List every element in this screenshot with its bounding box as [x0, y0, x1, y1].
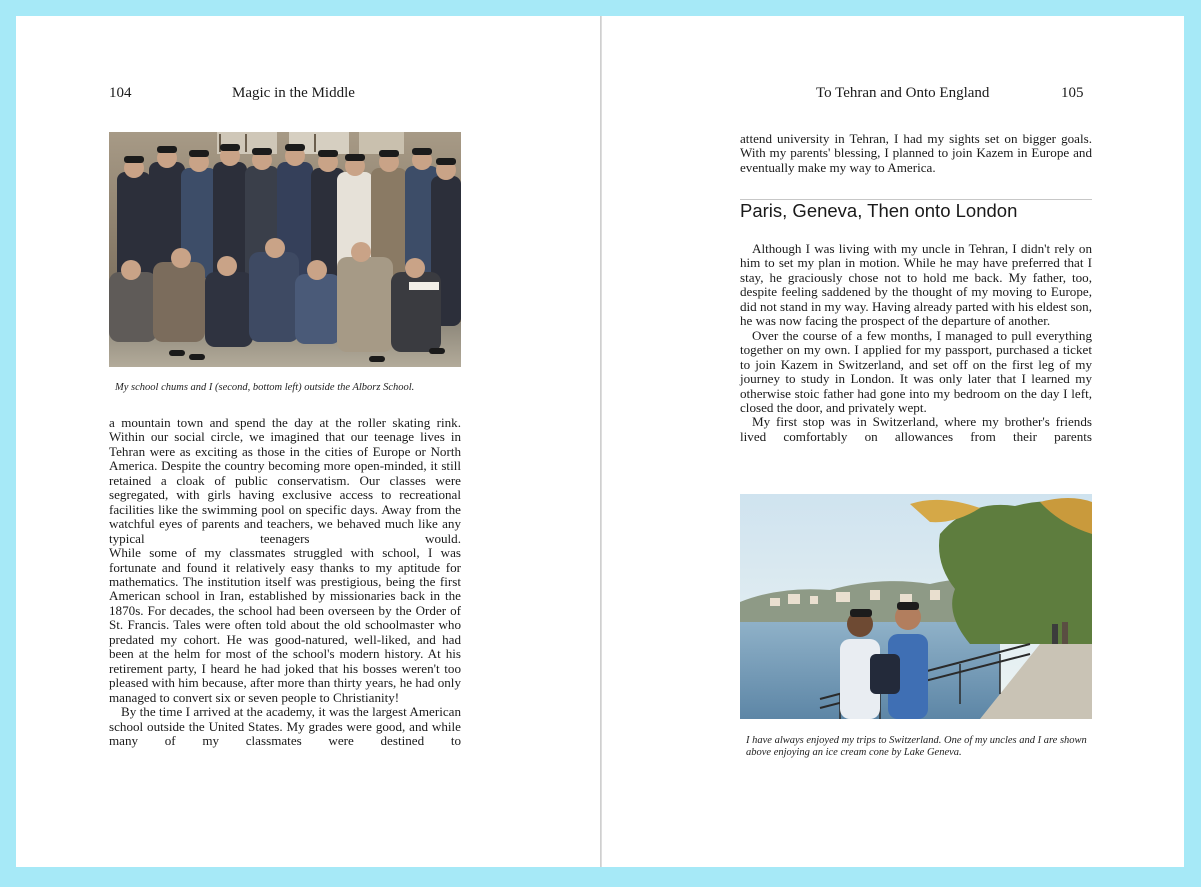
book-spread [16, 16, 1184, 867]
running-title-left: Magic in the Middle [232, 85, 355, 101]
lake-geneva-photo [740, 494, 1092, 719]
lake-geneva-image [740, 494, 1092, 719]
school-group-image [109, 132, 461, 367]
paragraph: Although I was living with my uncle in Tehran, I didn't rely on him to set my plan in motion. While he may have preferred that I stay, he graciously chose not to hold me back. My father, too, despite feeling saddened by the thought of my moving to Europe, did not stand in my way. Having already parted with his eldest son, he was now facing the prospect of the departure of another. [740, 241, 1092, 329]
paragraph: While some of my classmates struggled with school, I was fortunate and found it relatively easy thanks to my aptitude for mathematics. The institution itself was prestigious, being the first American school in Iran, established by missionaries back in the 1870s. For decades, the school had been overseen by the Order of St. Francis. Tales were often told about the old schoolmaster who predated my cohort. He was good-natured, well-liked, and had been at the helm for most of the school's modern history. At his retirement party, I heard he had joked that his bosses weren't too pleased with him because, after more than thirty years, he had only managed to convert six or seven people to Christianity! [109, 545, 461, 705]
paragraph: By the time I arrived at the academy, it was the largest American school outside the United States. My grades were good, and while many of my classmates were destined to [109, 704, 461, 748]
page-number-left: 104 [109, 85, 132, 101]
section-heading: Paris, Geneva, Then onto London [740, 200, 1018, 221]
photo-caption-right: I have always enjoyed my trips to Switzerland. One of my uncles and I are shown above enjoying an ice cream cone by Lake Geneva. [746, 735, 1087, 758]
page-number-right: 105 [1061, 85, 1084, 101]
photo-caption-left: My school chums and I (second, bottom left) outside the Alborz School. [115, 382, 415, 393]
paragraph: a mountain town and spend the day at the roller skating rink. Within our social circle, we imagined that our teenage lives in Tehran were as exciting as those in the cities of Europe or North America. Despite the country becoming more open-minded, it still retained a cloak of public conservatism. Our classes were segregated, with girls having exclusive access to recreational facilities like the swimming pool on specific days. Away from the watchful eyes of parents and teachers, we behaved much like any typical teenagers would. [109, 415, 461, 546]
school-group-photo [109, 132, 461, 367]
left-page [16, 16, 600, 867]
body-text-right [740, 242, 1092, 444]
right-page [602, 16, 1184, 867]
paragraph: attend university in Tehran, I had my sights set on bigger goals. With my parents' blessing, I planned to join Kazem in Europe and eventually make my way to America. [740, 131, 1092, 175]
paragraph: Over the course of a few months, I managed to pull everything together on my own. I applied for my passport, purchased a ticket to join Kazem in Switzerland, and set off on the first leg of my journey to study in London. It was only later that I learned my otherwise stoic father had gone into my bedroom on the day I left, closed the door, and privately wept. [740, 327, 1092, 415]
body-text-left [109, 416, 461, 748]
paragraph: My first stop was in Switzerland, where my brother's friends lived comfortably on allowances from their parents [740, 414, 1092, 444]
running-title-right: To Tehran and Onto England [816, 85, 990, 101]
body-text-right-intro [740, 132, 1092, 175]
